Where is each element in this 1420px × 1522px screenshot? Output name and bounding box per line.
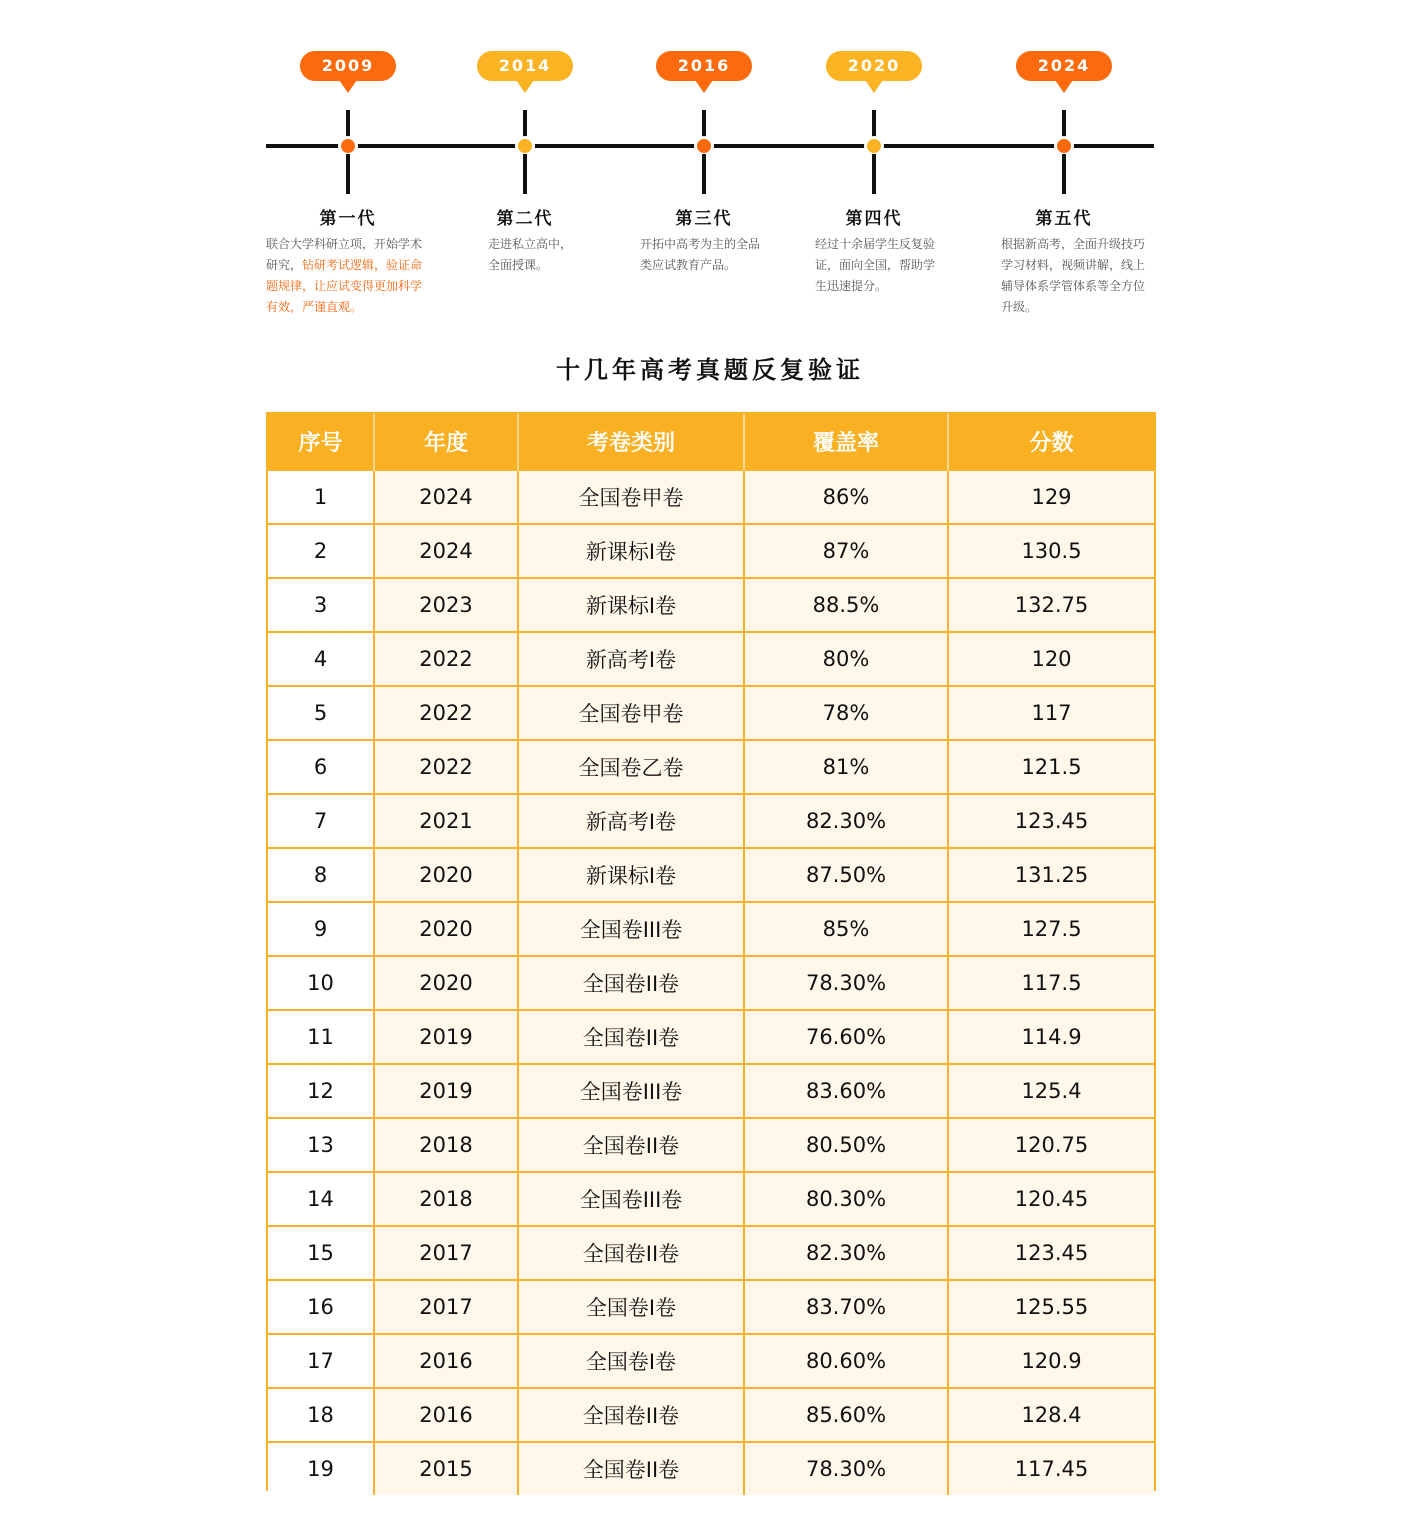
year-badge: 2014	[477, 51, 573, 81]
cell-seq: 2	[268, 524, 374, 578]
year-badge: 2016	[656, 51, 752, 81]
cell-year: 2021	[374, 794, 518, 848]
cell-year: 2016	[374, 1334, 518, 1388]
cell-seq: 13	[268, 1118, 374, 1172]
table-row	[268, 1388, 1154, 1442]
timeline-tick	[872, 154, 876, 194]
score-table	[268, 414, 1154, 1495]
timeline-dot	[1057, 139, 1071, 153]
cell-seq: 5	[268, 686, 374, 740]
generation-description	[488, 234, 574, 276]
timeline-tick	[346, 110, 350, 138]
cell-seq: 8	[268, 848, 374, 902]
cell-coverage: 81%	[744, 740, 948, 794]
cell-score: 120.45	[948, 1172, 1154, 1226]
cell-year: 2015	[374, 1442, 518, 1495]
header-paper-type: 考卷类别	[518, 414, 744, 470]
description-text: 走进私立高中，全面授课。	[488, 237, 573, 272]
cell-paper-type: 新高考I卷	[518, 632, 744, 686]
description-text: 联合大学科研立项，开始学术研究，	[266, 237, 423, 272]
table-row	[268, 1442, 1154, 1495]
cell-paper-type: 全国卷II卷	[518, 956, 744, 1010]
cell-paper-type: 全国卷II卷	[518, 1226, 744, 1280]
cell-coverage: 80.50%	[744, 1118, 948, 1172]
cell-score: 131.25	[948, 848, 1154, 902]
cell-seq: 14	[268, 1172, 374, 1226]
cell-year: 2020	[374, 956, 518, 1010]
description-highlight: 钻研考试逻辑，验证命题规律，让应试变得更加科学有效，严谨直观。	[266, 258, 423, 314]
cell-coverage: 83.60%	[744, 1064, 948, 1118]
table-title: 十几年高考真题反复验证	[556, 356, 864, 384]
timeline-tick	[346, 154, 350, 194]
timeline	[0, 0, 1420, 330]
cell-paper-type: 全国卷II卷	[518, 1118, 744, 1172]
table-row	[268, 578, 1154, 632]
timeline-dot	[697, 139, 711, 153]
cell-score: 120.9	[948, 1334, 1154, 1388]
cell-paper-type: 全国卷III卷	[518, 1064, 744, 1118]
table-header-row	[268, 414, 1154, 470]
cell-score: 130.5	[948, 524, 1154, 578]
table-row	[268, 1226, 1154, 1280]
timeline-tick	[1062, 154, 1066, 194]
generation-description	[640, 234, 766, 276]
cell-paper-type: 新课标I卷	[518, 524, 744, 578]
cell-year: 2022	[374, 686, 518, 740]
cell-coverage: 82.30%	[744, 794, 948, 848]
generation-description	[266, 234, 430, 318]
cell-seq: 17	[268, 1334, 374, 1388]
timeline-dot	[518, 139, 532, 153]
table-row	[268, 740, 1154, 794]
cell-score: 120	[948, 632, 1154, 686]
cell-paper-type: 全国卷甲卷	[518, 686, 744, 740]
timeline-tick	[702, 110, 706, 138]
timeline-tick	[1062, 110, 1066, 138]
generation-description	[815, 234, 941, 297]
table-row	[268, 686, 1154, 740]
table-row	[268, 1172, 1154, 1226]
cell-year: 2024	[374, 470, 518, 524]
cell-seq: 11	[268, 1010, 374, 1064]
cell-year: 2019	[374, 1010, 518, 1064]
cell-seq: 7	[268, 794, 374, 848]
cell-year: 2020	[374, 848, 518, 902]
timeline-tick	[872, 110, 876, 138]
cell-paper-type: 新课标I卷	[518, 848, 744, 902]
generation-label: 第五代	[1035, 209, 1093, 229]
cell-coverage: 86%	[744, 470, 948, 524]
generation-label: 第三代	[675, 209, 733, 229]
timeline-dot	[341, 139, 355, 153]
cell-score: 123.45	[948, 1226, 1154, 1280]
cell-coverage: 87.50%	[744, 848, 948, 902]
cell-year: 2018	[374, 1118, 518, 1172]
cell-seq: 4	[268, 632, 374, 686]
table-row	[268, 1118, 1154, 1172]
header-year: 年度	[374, 414, 518, 470]
cell-coverage: 82.30%	[744, 1226, 948, 1280]
generation-label: 第一代	[319, 209, 377, 229]
cell-score: 128.4	[948, 1388, 1154, 1442]
year-badge: 2009	[300, 51, 396, 81]
score-table-container	[266, 412, 1156, 1491]
header-coverage: 覆盖率	[744, 414, 948, 470]
cell-paper-type: 全国卷乙卷	[518, 740, 744, 794]
cell-year: 2020	[374, 902, 518, 956]
cell-score: 127.5	[948, 902, 1154, 956]
table-row	[268, 470, 1154, 524]
table-row	[268, 1064, 1154, 1118]
cell-paper-type: 全国卷I卷	[518, 1280, 744, 1334]
cell-score: 117.45	[948, 1442, 1154, 1495]
cell-seq: 19	[268, 1442, 374, 1495]
cell-seq: 10	[268, 956, 374, 1010]
year-badge: 2020	[826, 51, 922, 81]
generation-label: 第四代	[845, 209, 903, 229]
timeline-tick	[702, 154, 706, 194]
cell-year: 2017	[374, 1280, 518, 1334]
generation-label: 第二代	[496, 209, 554, 229]
cell-paper-type: 新高考I卷	[518, 794, 744, 848]
header-score: 分数	[948, 414, 1154, 470]
cell-seq: 12	[268, 1064, 374, 1118]
cell-paper-type: 新课标I卷	[518, 578, 744, 632]
table-row	[268, 524, 1154, 578]
table-row	[268, 956, 1154, 1010]
cell-seq: 3	[268, 578, 374, 632]
cell-year: 2022	[374, 632, 518, 686]
timeline-dot	[867, 139, 881, 153]
cell-coverage: 76.60%	[744, 1010, 948, 1064]
cell-coverage: 83.70%	[744, 1280, 948, 1334]
cell-coverage: 85%	[744, 902, 948, 956]
cell-paper-type: 全国卷II卷	[518, 1442, 744, 1495]
description-text: 根据新高考，全面升级技巧学习材料，视频讲解，线上辅导体系学管体系等全方位升级。	[1001, 237, 1146, 314]
cell-year: 2016	[374, 1388, 518, 1442]
table-row	[268, 632, 1154, 686]
cell-coverage: 88.5%	[744, 578, 948, 632]
timeline-tick	[523, 154, 527, 194]
header-seq: 序号	[268, 414, 374, 470]
cell-seq: 9	[268, 902, 374, 956]
cell-coverage: 85.60%	[744, 1388, 948, 1442]
cell-score: 114.9	[948, 1010, 1154, 1064]
table-row	[268, 902, 1154, 956]
cell-coverage: 87%	[744, 524, 948, 578]
cell-paper-type: 全国卷I卷	[518, 1334, 744, 1388]
cell-score: 125.55	[948, 1280, 1154, 1334]
cell-coverage: 78%	[744, 686, 948, 740]
cell-seq: 6	[268, 740, 374, 794]
cell-seq: 1	[268, 470, 374, 524]
cell-seq: 16	[268, 1280, 374, 1334]
cell-score: 132.75	[948, 578, 1154, 632]
cell-year: 2018	[374, 1172, 518, 1226]
table-row	[268, 1010, 1154, 1064]
cell-score: 123.45	[948, 794, 1154, 848]
cell-coverage: 78.30%	[744, 1442, 948, 1495]
cell-score: 129	[948, 470, 1154, 524]
cell-coverage: 80.60%	[744, 1334, 948, 1388]
cell-year: 2019	[374, 1064, 518, 1118]
cell-coverage: 78.30%	[744, 956, 948, 1010]
table-row	[268, 848, 1154, 902]
table-row	[268, 794, 1154, 848]
cell-score: 125.4	[948, 1064, 1154, 1118]
cell-paper-type: 全国卷III卷	[518, 902, 744, 956]
table-body	[268, 470, 1154, 1495]
cell-year: 2023	[374, 578, 518, 632]
cell-year: 2022	[374, 740, 518, 794]
cell-seq: 15	[268, 1226, 374, 1280]
cell-coverage: 80%	[744, 632, 948, 686]
description-text: 经过十余届学生反复验证，面向全国，帮助学生迅速提分。	[815, 237, 936, 293]
cell-year: 2017	[374, 1226, 518, 1280]
table-row	[268, 1334, 1154, 1388]
cell-paper-type: 全国卷II卷	[518, 1388, 744, 1442]
timeline-tick	[523, 110, 527, 138]
cell-year: 2024	[374, 524, 518, 578]
cell-score: 117	[948, 686, 1154, 740]
cell-score: 121.5	[948, 740, 1154, 794]
generation-description	[1001, 234, 1153, 318]
cell-coverage: 80.30%	[744, 1172, 948, 1226]
description-text: 开拓中高考为主的全品类应试教育产品。	[640, 237, 761, 272]
cell-seq: 18	[268, 1388, 374, 1442]
year-badge: 2024	[1016, 51, 1112, 81]
cell-score: 117.5	[948, 956, 1154, 1010]
cell-paper-type: 全国卷III卷	[518, 1172, 744, 1226]
table-row	[268, 1280, 1154, 1334]
cell-paper-type: 全国卷甲卷	[518, 470, 744, 524]
cell-paper-type: 全国卷II卷	[518, 1010, 744, 1064]
cell-score: 120.75	[948, 1118, 1154, 1172]
